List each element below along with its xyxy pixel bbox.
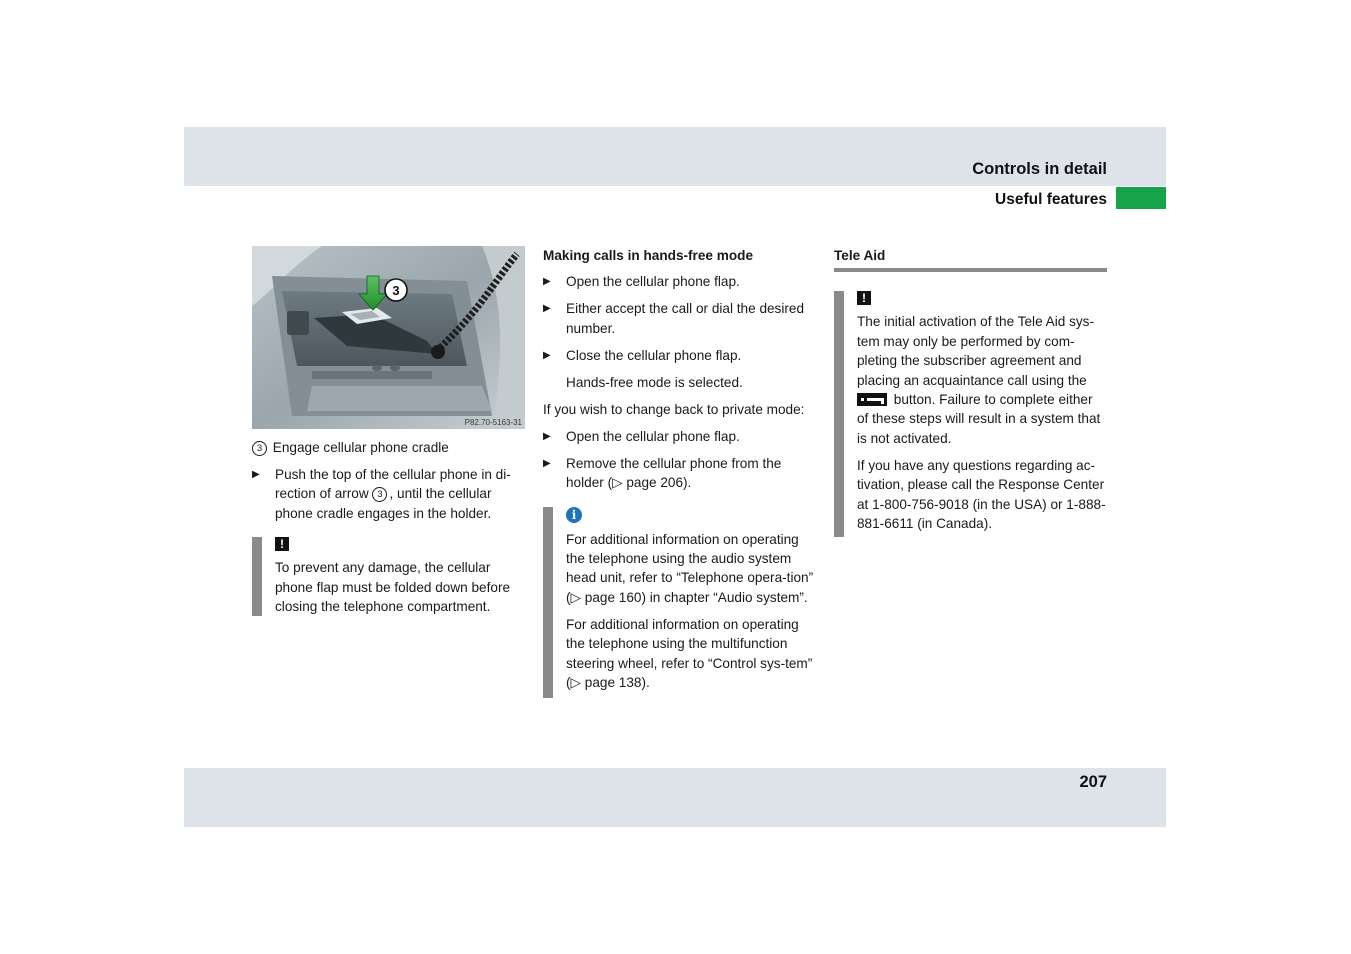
page-number: 207 [1079, 773, 1107, 791]
handsfree-heading: Making calls in hands-free mode [543, 248, 753, 263]
section-tab-marker [1116, 187, 1166, 209]
note-side-bar [834, 291, 844, 537]
step-text: Open the cellular phone flap. [566, 274, 740, 290]
tele-aid-heading: Tele Aid [834, 246, 1107, 272]
note-side-bar [252, 537, 262, 616]
tele-aid-button-icon [857, 393, 887, 406]
warning-icon: ! [857, 291, 871, 305]
cellular-phone-cradle-photo [252, 246, 525, 429]
warning-note-tele-aid [834, 291, 1107, 537]
step-text-post: , until the cellular phone cradle engages in the holder. [275, 486, 492, 521]
step-open-flap [543, 272, 816, 291]
footer-band [184, 768, 1166, 827]
photo-callout-number: 3 [392, 283, 400, 298]
step-close-flap [543, 346, 816, 365]
step-text: Open the cellular phone flap. [566, 428, 740, 444]
step-text: Either accept the call or dial the desired number. [566, 301, 805, 336]
caption-number-icon: 3 [252, 441, 267, 456]
caption-text: Engage cellular phone cradle [272, 440, 449, 455]
step-text: Remove the cellular phone from the holder (▷ page 206). [566, 455, 782, 491]
column-middle [543, 246, 816, 698]
section-title: Controls in detail [972, 160, 1107, 178]
info-icon: i [566, 507, 582, 523]
step-marker-icon: ▶ [543, 276, 551, 288]
activation-text-pre: The initial activation of the Tele Aid sys-tem may only be performed by com-pleting the subscriber agreement and placing an acquaintance call using the [857, 314, 1095, 388]
step-remove-phone [543, 454, 816, 493]
column-right [834, 246, 1107, 537]
handsfree-result: Hands-free mode is selected. [566, 374, 743, 390]
step-marker-icon: ▶ [543, 430, 551, 442]
step-push-phone [252, 465, 526, 523]
warning-icon: ! [275, 537, 289, 551]
step-text-pre: Push the top of the cellular phone in di-rection of arrow [275, 467, 511, 502]
step-marker-icon: ▶ [543, 457, 551, 469]
arrow-number-icon: 3 [372, 487, 387, 502]
column-left [252, 246, 526, 616]
section-subtitle: Useful features [995, 191, 1107, 208]
info-text-steering: For additional information on operating the telephone using the multifunction steering wheel, refer to “Control sys-tem” (▷ page 138). [566, 616, 813, 691]
info-text-audio: For additional information on operating the telephone using the audio system head unit, refer to “Telephone opera-tion” (▷ page 160) in chapter “Audio system”. [566, 531, 814, 605]
info-note-telephone [543, 507, 816, 699]
note-side-bar [543, 507, 553, 699]
step-marker-icon: ▶ [543, 303, 551, 315]
step-open-flap-2 [543, 427, 816, 446]
tele-aid-activation-text [857, 312, 1107, 448]
photo-caption [252, 438, 526, 457]
step-marker-icon: ▶ [543, 349, 551, 361]
warning-note-flap [252, 537, 526, 616]
step-text: Close the cellular phone flap. [566, 347, 742, 363]
step-accept-call [543, 299, 816, 338]
photo-code: P82.70-5163-31 [464, 418, 522, 427]
tele-aid-questions-text: If you have any questions regarding ac-tivation, please call the Response Center at 1-800-756-9018 (in the USA) or 1-888-881-6611 (in Canada). [857, 457, 1106, 532]
activation-text-post: button. Failure to complete either of these steps will result in a system that is not activated. [857, 392, 1101, 446]
warning-text: To prevent any damage, the cellular phone flap must be folded down before closing the telephone compartment. [275, 560, 511, 615]
step-marker-icon: ▶ [252, 469, 260, 480]
change-back-text: If you wish to change back to private mode: [543, 401, 805, 417]
